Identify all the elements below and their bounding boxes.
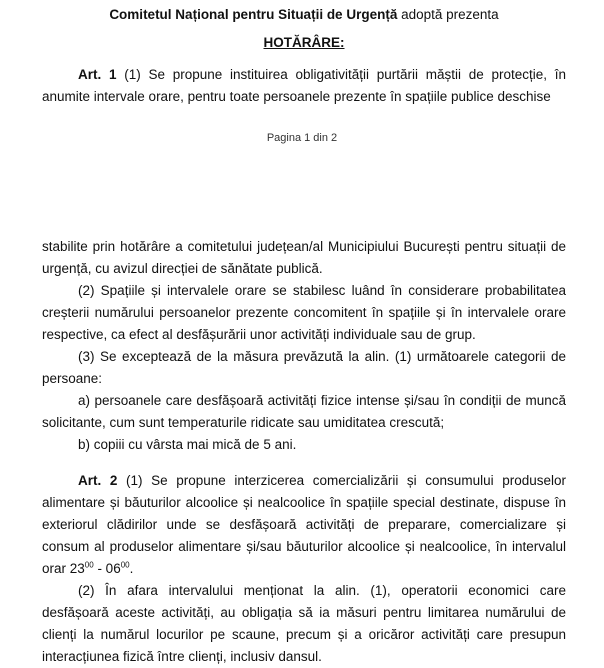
heading-rest: adoptă prezenta: [397, 7, 499, 22]
page-footer: Pagina 1 din 2: [266, 132, 338, 144]
article-2-paragraph-2: (2) În afara intervalului menționat la alin. (1), operatorii economici care desfășoară aceste activități, au obligația să ia măsuri pentru limitarea numărului de clienți la numărul locurilor pe scaune, precum și a oricăror activități care presupun interacțiunea fizică între clienți, inclusiv dansul.: [42, 583, 566, 664]
page-2-section: [42, 236, 566, 668]
institution-name: Comitetul Național pentru Situații de Urgență: [109, 7, 398, 22]
article-1-paragraph-3: (3) Se exceptează de la măsura prevăzută la alin. (1) următoarele categorii de persoane:: [42, 349, 566, 386]
article-2-label: Art. 2: [78, 473, 118, 488]
article-1-paragraph-2: (2) Spațiile și intervalele orare se stabilesc luând în considerare probabilitatea creșterii numărului persoanelor prezente concomitent în spațiile și în intervalele orare respective, ca efect al desfășurării unor activități individuale sau de grup.: [42, 283, 566, 342]
document-heading: [42, 6, 566, 24]
page-1-section: [42, 0, 566, 108]
article-1-continuation: stabilite prin hotărâre a comitetului județean/al Municipiului București pentru situații de urgență, cu avizul direcției de sănătate publică.: [42, 239, 566, 276]
article-1-item-b: b) copiii cu vârsta mai mică de 5 ani.: [78, 437, 297, 452]
article-1-paragraph-1: Art. 1 (1) Se propune instituirea obligativității purtării măștii de protecție, în anumite intervale orare, pentru toate persoanele prezente în spațiile publice deschise: [42, 67, 567, 104]
article-1-label: Art. 1: [78, 67, 117, 82]
document-title: HOTĂRÂRE:: [263, 35, 345, 50]
article-2-paragraph-1: Art. 2 (1) Se propune interzicerea comercializării și consumului produselor alimentare și băuturilor alcoolice și nealcoolice în spațiile special destinate, dispuse în exteriorul clădirilor unde se desfășoară activități de preparare, comercializare și consum al produselor alimentare și/sau băuturilor alcoolice și nealcoolice, în intervalul orar $23^{00} - 06^{00}$.: [42, 473, 566, 576]
article-1-item-a: a) persoanele care desfășoară activități fizice intense și/sau în condiții de muncă solicitante, cum sunt temperaturile ridicate sau umiditatea crescută;: [42, 393, 566, 430]
